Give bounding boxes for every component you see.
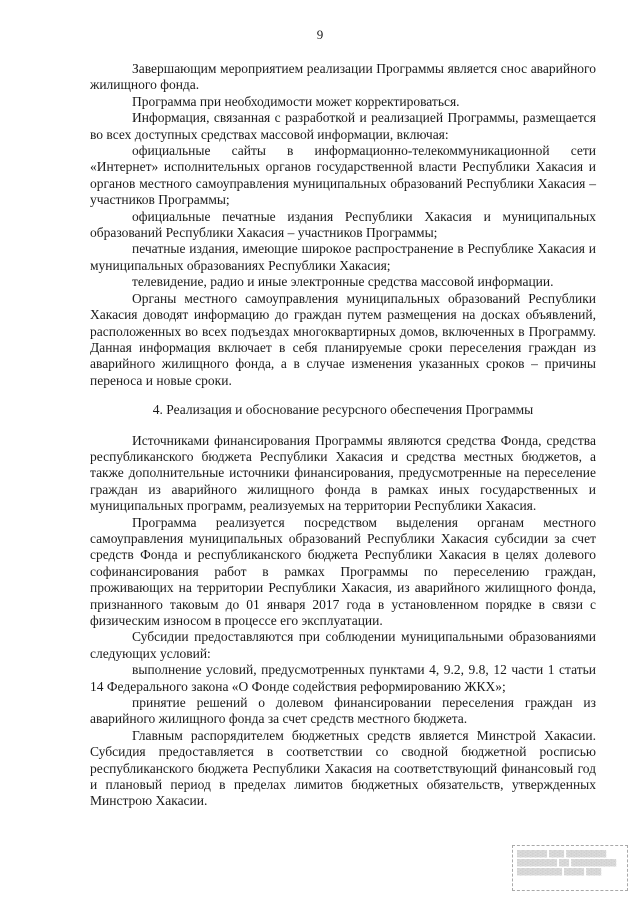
list-item-official-websites: официальные сайты в информационно-телекоммуникационной сети «Интернет» исполнительных органов государственной власти Республики Хакасия и органов местного самоуправления муниципальных образований Республики Хакасия – участников Программы; [90,143,596,208]
paragraph-demolition: Завершающим мероприятием реализации Программы является снос аварийного жилищного фонда. [90,61,596,93]
list-item-print-media: печатные издания, имеющие широкое распространение в Республике Хакасия и муниципальных образованиях Республики Хакасия; [90,241,596,273]
page-number: 9 [316,27,324,42]
paragraph-local-authorities: Органы местного самоуправления муниципальных образований Республики Хакасия доводят информацию до граждан путем размещения на досках объявлений, расположенных во всех подъездах многоквартирных домов, включенных в Программу. Данная информация включает в себя планируемые сроки переселения граждан из аварийного жилищного фонда, а в случае изменения указанных сроков – причины переноса и новые сроки. [90,290,596,388]
electronic-signature-stamp: ▒▒▒▒▒▒ ▒▒▒ ▒▒▒▒▒▒▒▒ ▒▒▒▒▒▒▒▒ ▒▒ ▒▒▒▒▒▒▒▒▒ ▒▒▒▒▒▒▒▒▒ ▒▒▒▒ ▒▒▒ [512,845,628,891]
paragraph-subsidy-conditions: Субсидии предоставляются при соблюдении муниципальными образованиями следующих условий: [90,629,596,661]
paragraph-program-adjustment: Программа при необходимости может корректироваться. [132,93,460,109]
section-heading: 4. Реализация и обоснование ресурсного обеспечения Программы [152,402,534,418]
list-item-official-print: официальные печатные издания Республики Хакасия и муниципальных образований Республики Хакасия – участников Программы; [90,208,596,241]
document-body [90,61,596,810]
paragraph-funding-sources: Источниками финансирования Программы являются средства Фонда, средства республиканского бюджета Республики Хакасия и средства местных бюджетов, а также дополнительные источники финансирования, предусмотренные на переселение граждан из аварийного жилищного фонда в рамках иных государственных и муниципальных программ, реализуемых на территории Республики Хакасия. [90,432,596,514]
paragraph-information-intro: Информация, связанная с разработкой и реализацией Программы, размещается во всех доступных средствах массовой информации, включая: [90,110,596,142]
list-item-condition-law: выполнение условий, предусмотренных пунктами 4, 9.2, 9.8, 12 части 1 статьи 14 Федерального закона «О Фонде содействия реформированию ЖКХ»; [90,662,596,694]
paragraph-program-subsidies: Программа реализуется посредством выделения органам местного самоуправления муниципальных образований Республики Хакасия субсидии за счет средств Фонда и республиканского бюджета Республики Хакасия в целях долевого софинансирования работ в рамках Программы по переселению граждан, проживающих на территории Республики Хакасия, из аварийного жилищного фонда, признанного таковым до 01 января 2017 года в установленном порядке в связи с физическим износом в процессе его эксплуатации. [90,514,596,628]
list-item-condition-cofinancing: принятие решений о долевом финансировании переселения граждан из аварийного жилищного фонда за счет средств местного бюджета. [90,695,596,727]
paragraph-budget-manager: Главным распорядителем бюджетных средств является Минстрой Хакасии. Субсидия предоставляется в соответствии со сводной бюджетной росписью республиканского бюджета Республики Хакасия на соответствующий финансовый год и плановый период в пределах лимитов бюджетных обязательств, утвержденных Минстрою Хакасии. [90,727,596,809]
list-item-tv-radio: телевидение, радио и иные электронные средства массовой информации. [132,274,554,290]
